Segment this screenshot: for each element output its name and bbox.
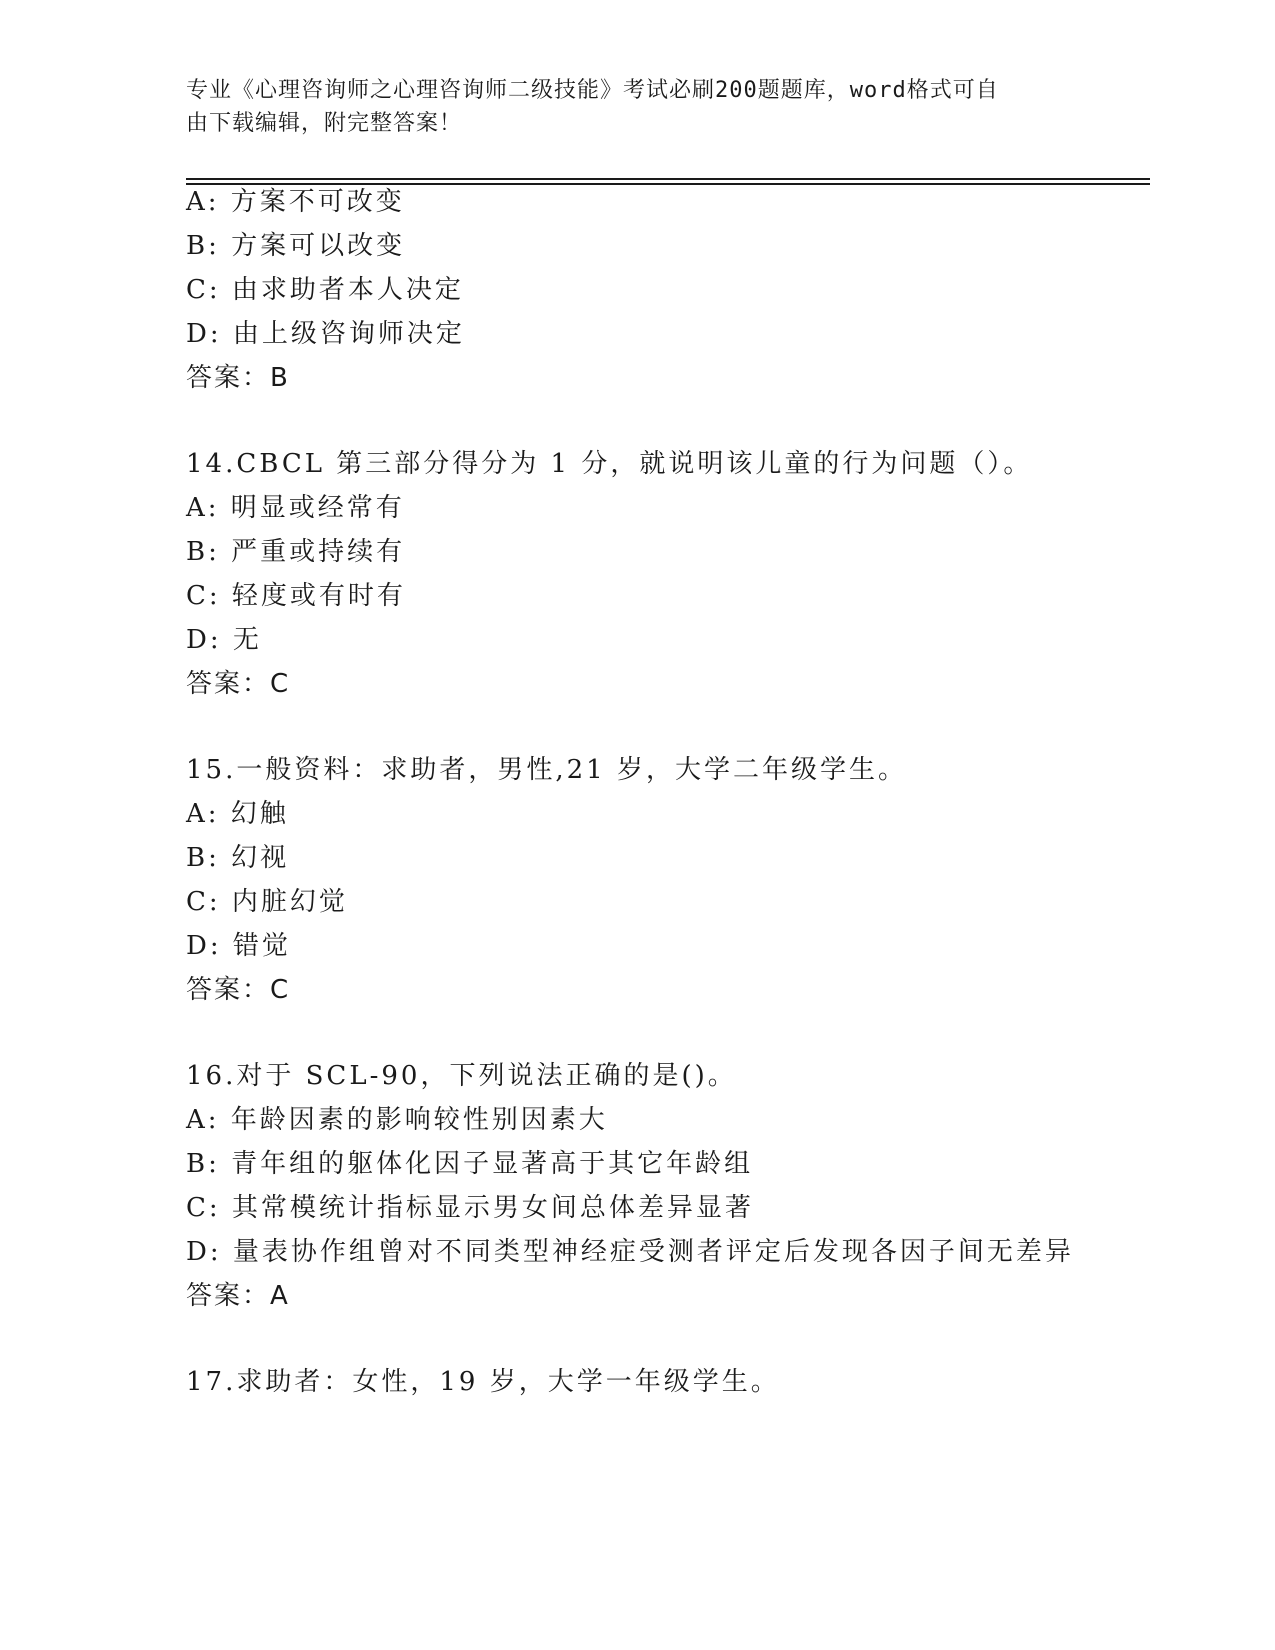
q15-answer: 答案：C: [186, 975, 291, 1005]
q13-answer: 答案：B: [186, 363, 290, 393]
document-header: [186, 74, 1086, 140]
q14-option-b: B: 严重或持续有: [186, 537, 406, 567]
q15-option-a: A: 幻触: [186, 799, 289, 829]
q16-answer: 答案：A: [186, 1281, 290, 1311]
header-line-2: 由下载编辑，附完整答案！: [186, 111, 463, 136]
q15-question: 15.一般资料：求助者，男性,21 岁，大学二年级学生。: [186, 755, 907, 785]
q16-option-b: B: 青年组的躯体化因子显著高于其它年龄组: [186, 1149, 754, 1179]
q14-question: 14.CBCL 第三部分得分为 1 分，就说明该儿童的行为问题（）。: [186, 449, 1033, 479]
q16-option-d: D: 量表协作组曾对不同类型神经症受测者评定后发现各因子间无差异: [186, 1237, 1074, 1267]
header-divider-bottom: [186, 183, 1150, 185]
q13-option-d: D: 由上级咨询师决定: [186, 319, 465, 349]
q16-option-a: A: 年龄因素的影响较性别因素大: [186, 1105, 608, 1135]
q13-option-b: B: 方案可以改变: [186, 231, 406, 261]
q15-option-c: C: 内脏幻觉: [186, 887, 348, 917]
q16-question: 16.对于 SCL-90，下列说法正确的是()。: [186, 1061, 737, 1091]
q15-option-b: B: 幻视: [186, 843, 290, 873]
header-line-1: 专业《心理咨询师之心理咨询师二级技能》考试必刷200题题库，word格式可自: [186, 78, 999, 103]
q14-option-c: C: 轻度或有时有: [186, 581, 406, 611]
q15-option-d: D: 错觉: [186, 931, 291, 961]
q14-option-a: A: 明显或经常有: [186, 493, 405, 523]
q14-answer: 答案：C: [186, 669, 291, 699]
q13-option-c: C: 由求助者本人决定: [186, 275, 464, 305]
q14-option-d: D: 无: [186, 625, 262, 655]
header-divider-top: [186, 178, 1150, 180]
q13-option-a: A: 方案不可改变: [186, 187, 405, 217]
q17-question: 17.求助者：女性，19 岁，大学一年级学生。: [186, 1367, 780, 1397]
q16-option-c: C: 其常模统计指标显示男女间总体差异显著: [186, 1193, 754, 1223]
